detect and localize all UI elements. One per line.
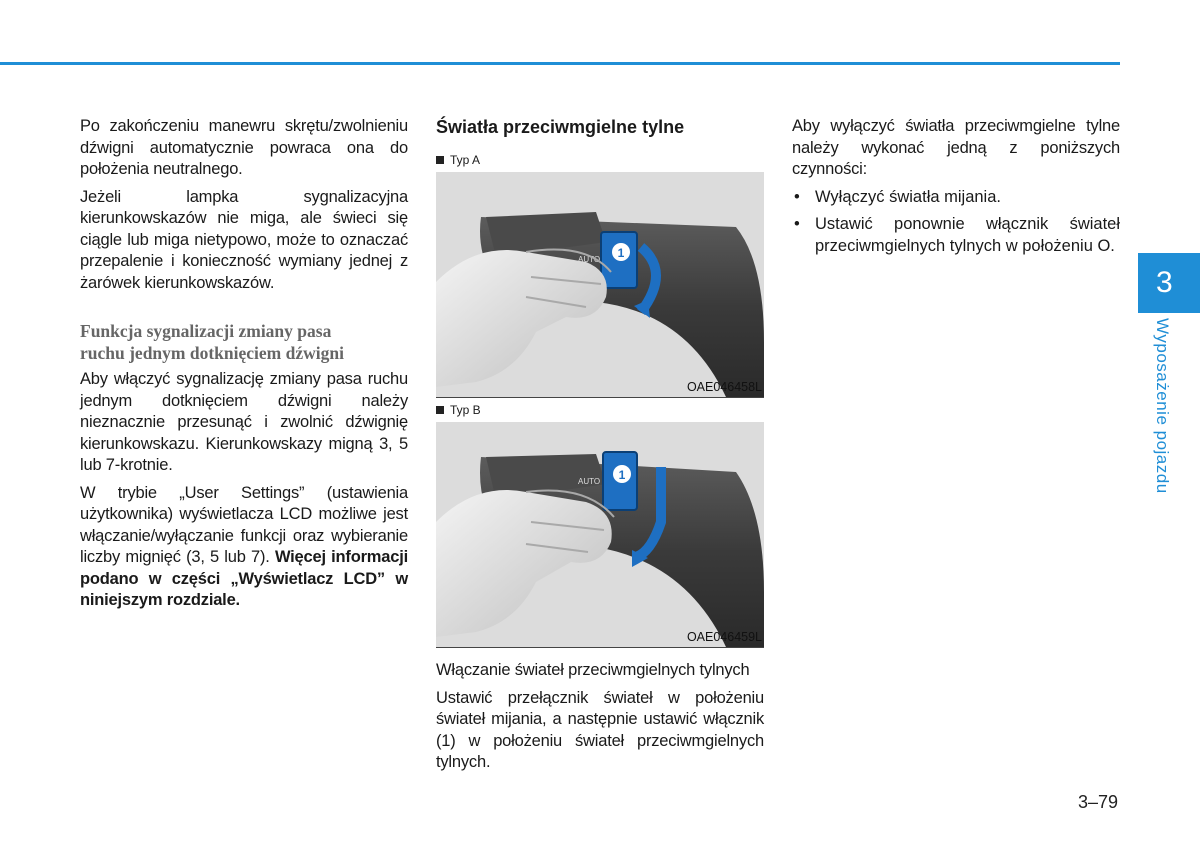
subsection-heading-line: ruchu jednym dotknięciem dźwigni [80, 343, 344, 363]
paragraph [80, 483, 408, 612]
subsection-heading [80, 320, 408, 364]
chapter-title: Wyposażenie pojazdu [1153, 318, 1172, 494]
section-heading: Światła przeciwmgielne tylne [436, 117, 685, 137]
paragraph: Po zakończeniu manewru skrętu/zwolnieniu dźwigni automatycznie powraca ona do położenia neutralnego. [80, 117, 408, 178]
chapter-tab: 3 [1138, 253, 1200, 313]
auto-label: AUTO [578, 255, 601, 264]
list-item-text: Wyłączyć światła mijania. [815, 187, 1001, 206]
subsection-heading-line: Funkcja sygnalizacji zmiany pasa [80, 321, 332, 341]
page-number: 3–79 [1078, 792, 1119, 812]
callout-number: 1 [617, 246, 625, 260]
list-item [792, 187, 1120, 209]
figure-type-a [436, 172, 764, 398]
column-middle [436, 116, 764, 780]
figure-code: OAE046458L [686, 380, 762, 394]
figure-code: OAE046459L [686, 630, 762, 644]
list-item [792, 214, 1120, 257]
lever-illustration [436, 172, 764, 397]
figure-type: Typ B [450, 403, 481, 417]
figure-type-b [436, 422, 764, 648]
callout-number: 1 [618, 468, 626, 482]
paragraph: Aby wyłączyć światła przeciwmgielne tylne należy wykonać jedną z poniższych czynności: [792, 117, 1120, 178]
header-rule [0, 62, 1120, 65]
figure-label [436, 152, 764, 168]
bullet-icon: • [794, 187, 800, 206]
square-bullet-icon [436, 406, 444, 414]
paragraph: Ustawić przełącznik świateł w położeniu świateł mijania, a następnie ustawić włącznik (1) w położeniu świateł przeciwmgielnych tylnych. [436, 688, 764, 771]
figure-label [436, 402, 764, 418]
figure-caption: Włączanie świateł przeciwmgielnych tylnych [436, 661, 750, 679]
bullet-list [792, 187, 1120, 258]
paragraph-text: W trybie „User Settings” (ustawienia użytkownika) wyświetlacza LCD możliwe jest włączanie/wyłączanie funkcji oraz wybieranie liczby mignięć (3, 5 lub 7). [80, 483, 408, 566]
bullet-icon: • [794, 215, 800, 233]
paragraph: Jeżeli lampka sygnalizacyjna kierunkowskazów nie miga, ale świeci się ciągle lub miga nietypowo, może to oznaczać przepalenie i konieczność wymiany jednej z żarówek kierunkowskazów. [80, 187, 408, 292]
auto-label: AUTO [578, 477, 601, 486]
column-right [792, 116, 1120, 263]
figure-type: Typ A [450, 153, 481, 167]
list-item-text: Ustawić ponownie włącznik świateł przeciwmgielnych tylnych w położeniu O. [815, 215, 1120, 255]
reference-note: Więcej informacji podano w części „Wyświetlacz LCD” w niniejszym rozdziale. [80, 548, 408, 609]
paragraph: Aby włączyć sygnalizację zmiany pasa ruchu jednym dotknięciem dźwigni należy nieznacznie przesunąć i zwolnić dźwignię kierunkowskazu. Kierunkowskazy migną 3, 5 lub 7-krotnie. [80, 370, 408, 474]
square-bullet-icon [436, 156, 444, 164]
lever-illustration [436, 422, 764, 647]
column-left [80, 116, 408, 618]
